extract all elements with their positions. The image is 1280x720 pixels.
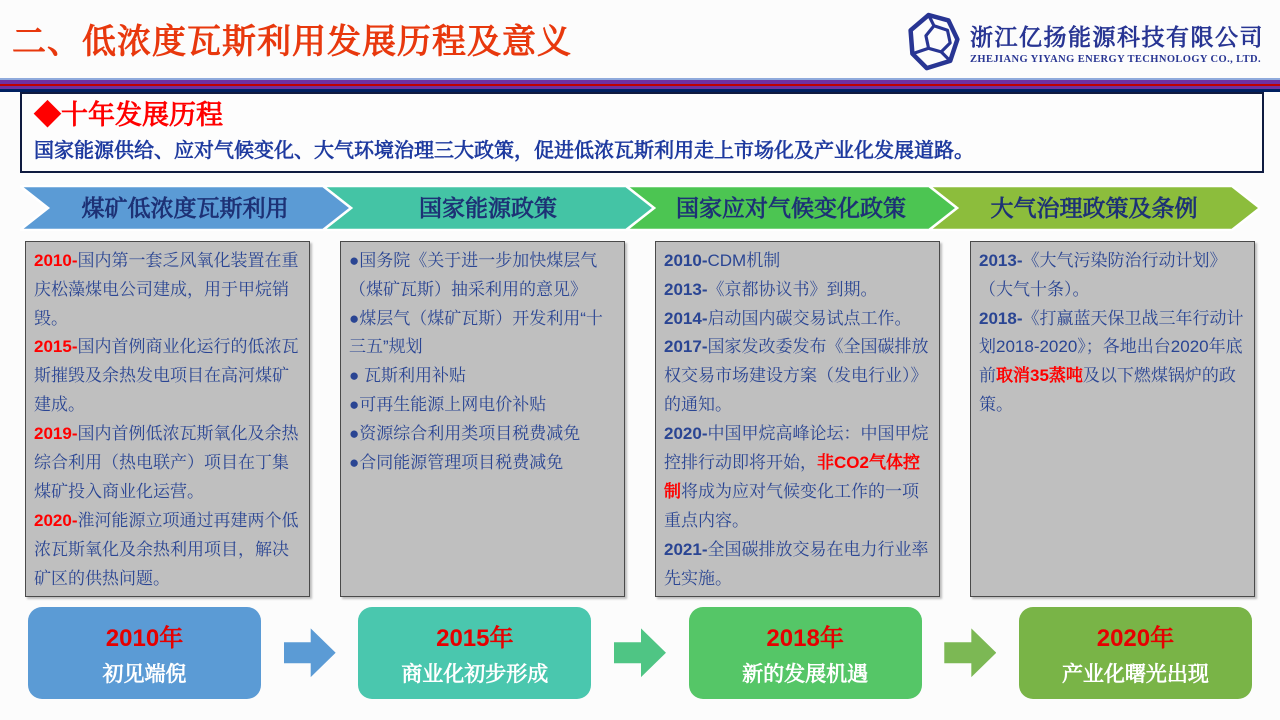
policy-text: 将成为应对气候变化工作的一项重点内容。 [664,481,919,530]
highlighted-text: 非CO2气体控制 [664,452,920,501]
highlighted-text: 2020- [34,510,78,530]
divider-bar [0,78,1280,92]
policy-text: 国内首例低浓瓦斯氧化及余热综合利用（热电联产）项目在丁集煤矿投入商业化运营。 [34,424,299,501]
hexagon-gem-icon [907,12,961,72]
milestone-card [689,607,922,699]
milestone-card [28,607,261,699]
policy-text: ● 瓦斯利用补贴 [349,366,466,386]
policy-column-climate-policy [655,241,940,597]
highlighted-text: 2015- [34,337,78,357]
divider-stripe [0,89,1280,92]
company-name-block [970,19,1264,65]
policy-text: 国内第一套乏风氧化装置在重庆松藻煤电公司建成，用于甲烷销毁。 [34,250,299,328]
policy-text: ●资源综合利用类项目税费减免 [349,424,581,444]
policy-entry [664,276,931,305]
policy-text: 《大气污染防治行动计划》（大气十条）。 [979,250,1227,299]
policy-text: 2013- [664,279,708,299]
policy-entry [349,362,616,391]
policy-text: 《京都协议书》到期。 [707,279,878,299]
section-subheading: 国家能源供给、应对气候变化、大气环境治理三大政策，促进低浓瓦斯利用走上市场化及产业化发展道路。 [34,139,974,162]
milestone-label: 产业化曙光出现 [1061,662,1209,686]
highlighted-text: 取消35蒸吨 [996,366,1083,386]
highlighted-text: 2010- [34,250,78,270]
policy-entry [349,420,616,449]
policy-text: 国内首例商业化运行的低浓瓦斯摧毁及余热发电项目在高河煤矿建成。 [34,337,299,415]
milestone-label: 商业化初步形成 [401,662,549,686]
policy-text: 2021- [664,539,708,559]
policy-text: ●国务院《关于进一步加快煤层气（煤矿瓦斯）抽采利用的意见》 [349,250,598,299]
milestone-year: 2015年 [436,624,514,652]
policy-text: ●可再生能源上网电价补贴 [349,395,547,415]
highlighted-text: 2019- [34,424,78,444]
policy-entry [349,391,616,420]
page-title: 二、低浓度瓦斯利用发展历程及意义 [12,23,572,61]
policy-column-air-quality-policy [970,241,1255,597]
timeline-arrow-icon [614,624,666,682]
policy-text: 全国碳排放交易在电力行业率先实施。 [664,539,929,588]
policy-chevron-band [20,185,1260,231]
policy-text: 中国甲烷高峰论坛：中国甲烷控排行动即将开始， [664,424,929,472]
section-heading: ◆十年发展历程 [34,100,223,130]
policy-entry [664,247,931,276]
chevron-label-1: 煤矿低浓度瓦斯利用 [81,194,289,221]
milestone-label: 新的发展机遇 [742,662,869,686]
policy-text: 2020- [664,424,708,444]
policy-text: ●合同能源管理项目税费减免 [349,452,564,472]
policy-entry [349,449,616,478]
timeline-arrow-icon [944,624,996,682]
policy-text: 启动国内碳交易试点工作。 [707,308,912,328]
policy-columns [25,241,1255,597]
milestone-label: 初见端倪 [102,662,187,686]
policy-text: 及以下燃煤锅炉的政策。 [979,366,1236,415]
milestone-year: 2018年 [766,624,844,652]
policy-entry [664,536,931,594]
company-logo [907,12,1264,72]
policy-entry [34,247,301,334]
timeline [28,607,1252,699]
policy-text: 淮河能源立项通过再建两个低浓瓦斯氧化及余热利用项目，解决矿区的供热问题。 [34,510,299,588]
company-name: 浙江亿扬能源科技有限公司 [970,24,1264,50]
milestone-card [358,607,591,699]
policy-entry [34,507,301,594]
policy-entry [664,333,931,420]
policy-column-energy-policy [340,241,625,597]
policy-text: ●煤层气（煤矿瓦斯）开发利用“十三五”规划 [349,308,603,357]
policy-text: 2013- [979,250,1023,270]
policy-text: 国家发改委发布《全国碳排放权交易市场建设方案（发电行业）》的通知。 [664,337,929,415]
policy-text: 2014- [664,308,708,328]
policy-text: 《打赢蓝天保卫战三年行动计划2018-2020》；各地出台2020年底前 [979,308,1244,386]
milestone-year: 2020年 [1096,624,1175,652]
policy-entry [979,305,1246,421]
chevron-label-3: 国家应对气候变化政策 [676,194,906,221]
policy-entry [664,305,931,334]
milestone-card [1019,607,1252,699]
milestone-year: 2010年 [105,624,184,652]
chevron-label-2: 国家能源政策 [419,194,557,221]
policy-entry [34,333,301,420]
policy-entry [349,305,616,363]
policy-text: 2010- [664,250,708,270]
company-name-en: ZHEJIANG YIYANG ENERGY TECHNOLOGY CO., LTD. [970,54,1262,65]
policy-entry [979,247,1246,305]
policy-entry [34,420,301,507]
chevron-label-4: 大气治理政策及条例 [990,194,1198,221]
intro-panel [20,92,1264,173]
policy-text: 2017- [664,337,708,357]
policy-text: 2018- [979,308,1023,328]
policy-column-gas-utilization [25,241,310,597]
slide-header [0,0,1280,78]
policy-entry [349,247,616,305]
policy-entry [664,420,931,536]
policy-text: CDM机制 [707,250,781,270]
timeline-arrow-icon [284,624,336,682]
